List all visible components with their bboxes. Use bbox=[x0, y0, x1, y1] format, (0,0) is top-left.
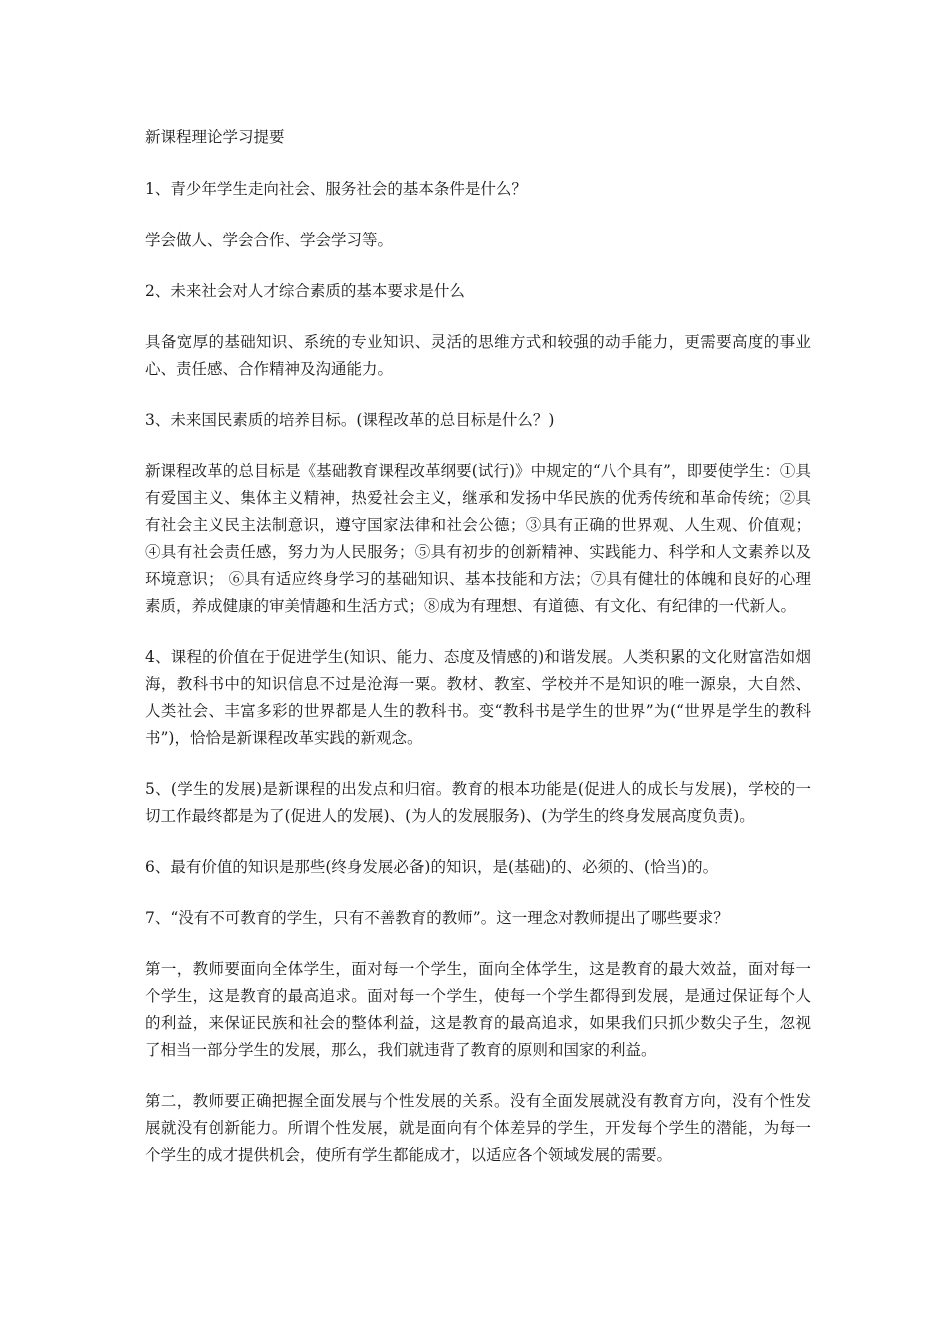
document-title: 新课程理论学习提要 bbox=[145, 128, 285, 146]
document-body bbox=[145, 124, 811, 1193]
question-2: 2、未来社会对人才综合素质的基本要求是什么 bbox=[145, 282, 465, 300]
answer-3: 新课程改革的总目标是《基础教育课程改革纲要(试行)》中规定的“八个具有”，即要使学生：①具有爱国主义、集体主义精神，热爱社会主义，继承和发扬中华民族的优秀传统和革命传统；②具有社会主义民主法制意识，遵守国家法律和社会公德；③具有正确的世界观、人生观、价值观；④具有社会责任感，努力为人民服务；⑤具有初步的创新精神、实践能力、科学和人文素养以及环境意识； ⑥具有适应终身学习的基础知识、基本技能和方法；⑦具有健壮的体魄和良好的心理素质，养成健康的审美情趣和生活方式；⑧成为有理想、有道德、有文化、有纪律的一代新人。 bbox=[145, 462, 811, 615]
question-7: 7、“没有不可教育的学生，只有不善教育的教师”。这一理念对教师提出了哪些要求？ bbox=[145, 909, 729, 927]
question-1: 1、青少年学生走向社会、服务社会的基本条件是什么？ bbox=[145, 180, 527, 198]
answer-7-second: 第二，教师要正确把握全面发展与个性发展的关系。没有全面发展就没有教育方向，没有个性发展就没有创新能力。所谓个性发展，就是面向有个体差异的学生，开发每个学生的潜能，为每一个学生的成才提供机会，使所有学生都能成才，以适应各个领域发展的需要。 bbox=[145, 1092, 811, 1164]
paragraph-6: 6、最有价值的知识是那些(终身发展必备)的知识，是(基础)的、必须的、(恰当)的。 bbox=[145, 858, 719, 876]
answer-2: 具备宽厚的基础知识、系统的专业知识、灵活的思维方式和较强的动手能力，更需要高度的事业心、责任感、合作精神及沟通能力。 bbox=[145, 333, 811, 378]
paragraph-5: 5、(学生的发展)是新课程的出发点和归宿。教育的根本功能是(促进人的成长与发展)，学校的一切工作最终都是为了(促进人的发展)、(为人的发展服务)、(为学生的终身发展高度负责)。 bbox=[145, 780, 811, 825]
answer-1: 学会做人、学会合作、学会学习等。 bbox=[145, 231, 394, 249]
paragraph-4: 4、课程的价值在于促进学生(知识、能力、态度及情感的)和谐发展。人类积累的文化财富浩如烟海，教科书中的知识信息不过是沧海一粟。教材、教室、学校并不是知识的唯一源泉，大自然、人类社会、丰富多彩的世界都是人生的教科书。变“教科书是学生的世界”为(“世界是学生的教科书”)，恰恰是新课程改革实践的新观念。 bbox=[145, 648, 811, 747]
question-3: 3、未来国民素质的培养目标。(课程改革的总目标是什么？) bbox=[145, 411, 555, 429]
answer-7-first: 第一，教师要面向全体学生，面对每一个学生，面向全体学生，这是教育的最大效益，面对每一个学生，这是教育的最高追求。面对每一个学生，使每一个学生都得到发展，是通过保证每个人的利益，来保证民族和社会的整体利益，这是教育的最高追求，如果我们只抓少数尖子生，忽视了相当一部分学生的发展，那么，我们就违背了教育的原则和国家的利益。 bbox=[145, 960, 811, 1059]
